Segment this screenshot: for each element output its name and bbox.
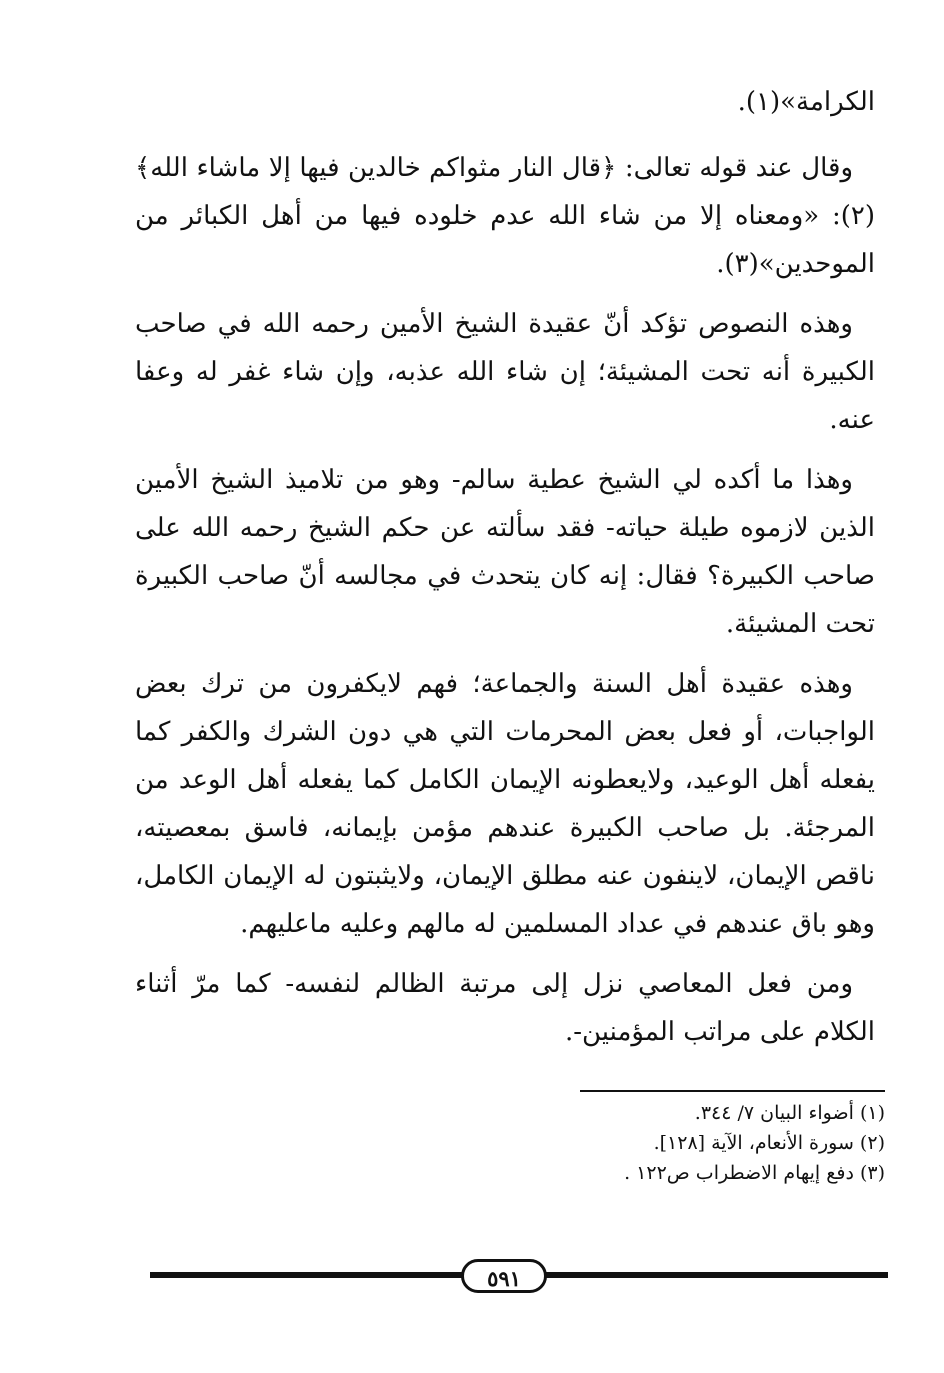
paragraph: وقال عند قوله تعالى: ﴿قال النار مثواكم خالدين فيها إلا ماشاء الله﴾(٢): «ومعناه إلا من شاء الله عدم خلوده فيها من أهل الكبائر من الموحدين»(٣). [135,153,875,279]
paragraph: وهذه عقيدة أهل السنة والجماعة؛ فهم لايكفرون من ترك بعض الواجبات، أو فعل بعض المحرمات التي هي دون الشرك والكفر كما يفعله أهل الوعيد، ولايعطونه الإيمان الكامل كما يفعله أهل الوعد من المرجئة. بل صاحب الكبيرة عندهم مؤمن بإيمانه، فاسق بمعصيته، ناقص الإيمان، لاينفون عنه مطلق الإيمان، ولايثبتون له الإيمان الكامل، وهو باق عندهم في عداد المسلمين له مالهم وعليه ماعليهم. [135,669,875,939]
paragraph: ومن فعل المعاصي نزل إلى مرتبة الظالم لنفسه- كما مرّ أثناء الكلام على مراتب المؤمنين-. [135,969,875,1047]
paragraph: وهذا ما أكده لي الشيخ عطية سالم- وهو من تلاميذ الشيخ الأمين الذين لازموه طيلة حياته- فقد سألته عن حكم الشيخ رحمه الله على صاحب الكبيرة؟ فقال: إنه كان يتحدث في مجالسه أنّ صاحب الكبيرة تحت المشيئة. [135,465,876,639]
paragraph: الكرامة»(١). [737,87,875,117]
footnote: (١) أضواء البيان ٧/ ٣٤٤. [694,1102,885,1124]
paragraph: وهذه النصوص تؤكد أنّ عقيدة الشيخ الأمين رحمه الله في صاحب الكبيرة أنه تحت المشيئة؛ إن شاء الله عذبه، وإن شاء غفر له وعفا عنه. [135,309,875,435]
page-number: ٥٩١ [461,1259,547,1293]
main-text [135,78,875,1068]
footnote: (٢) سورة الأنعام، الآية [١٢٨]. [653,1132,885,1154]
footnote: (٣) دفع إيهام الاضطراب ص١٢٢ . [624,1162,885,1184]
footnotes [580,1090,885,1188]
